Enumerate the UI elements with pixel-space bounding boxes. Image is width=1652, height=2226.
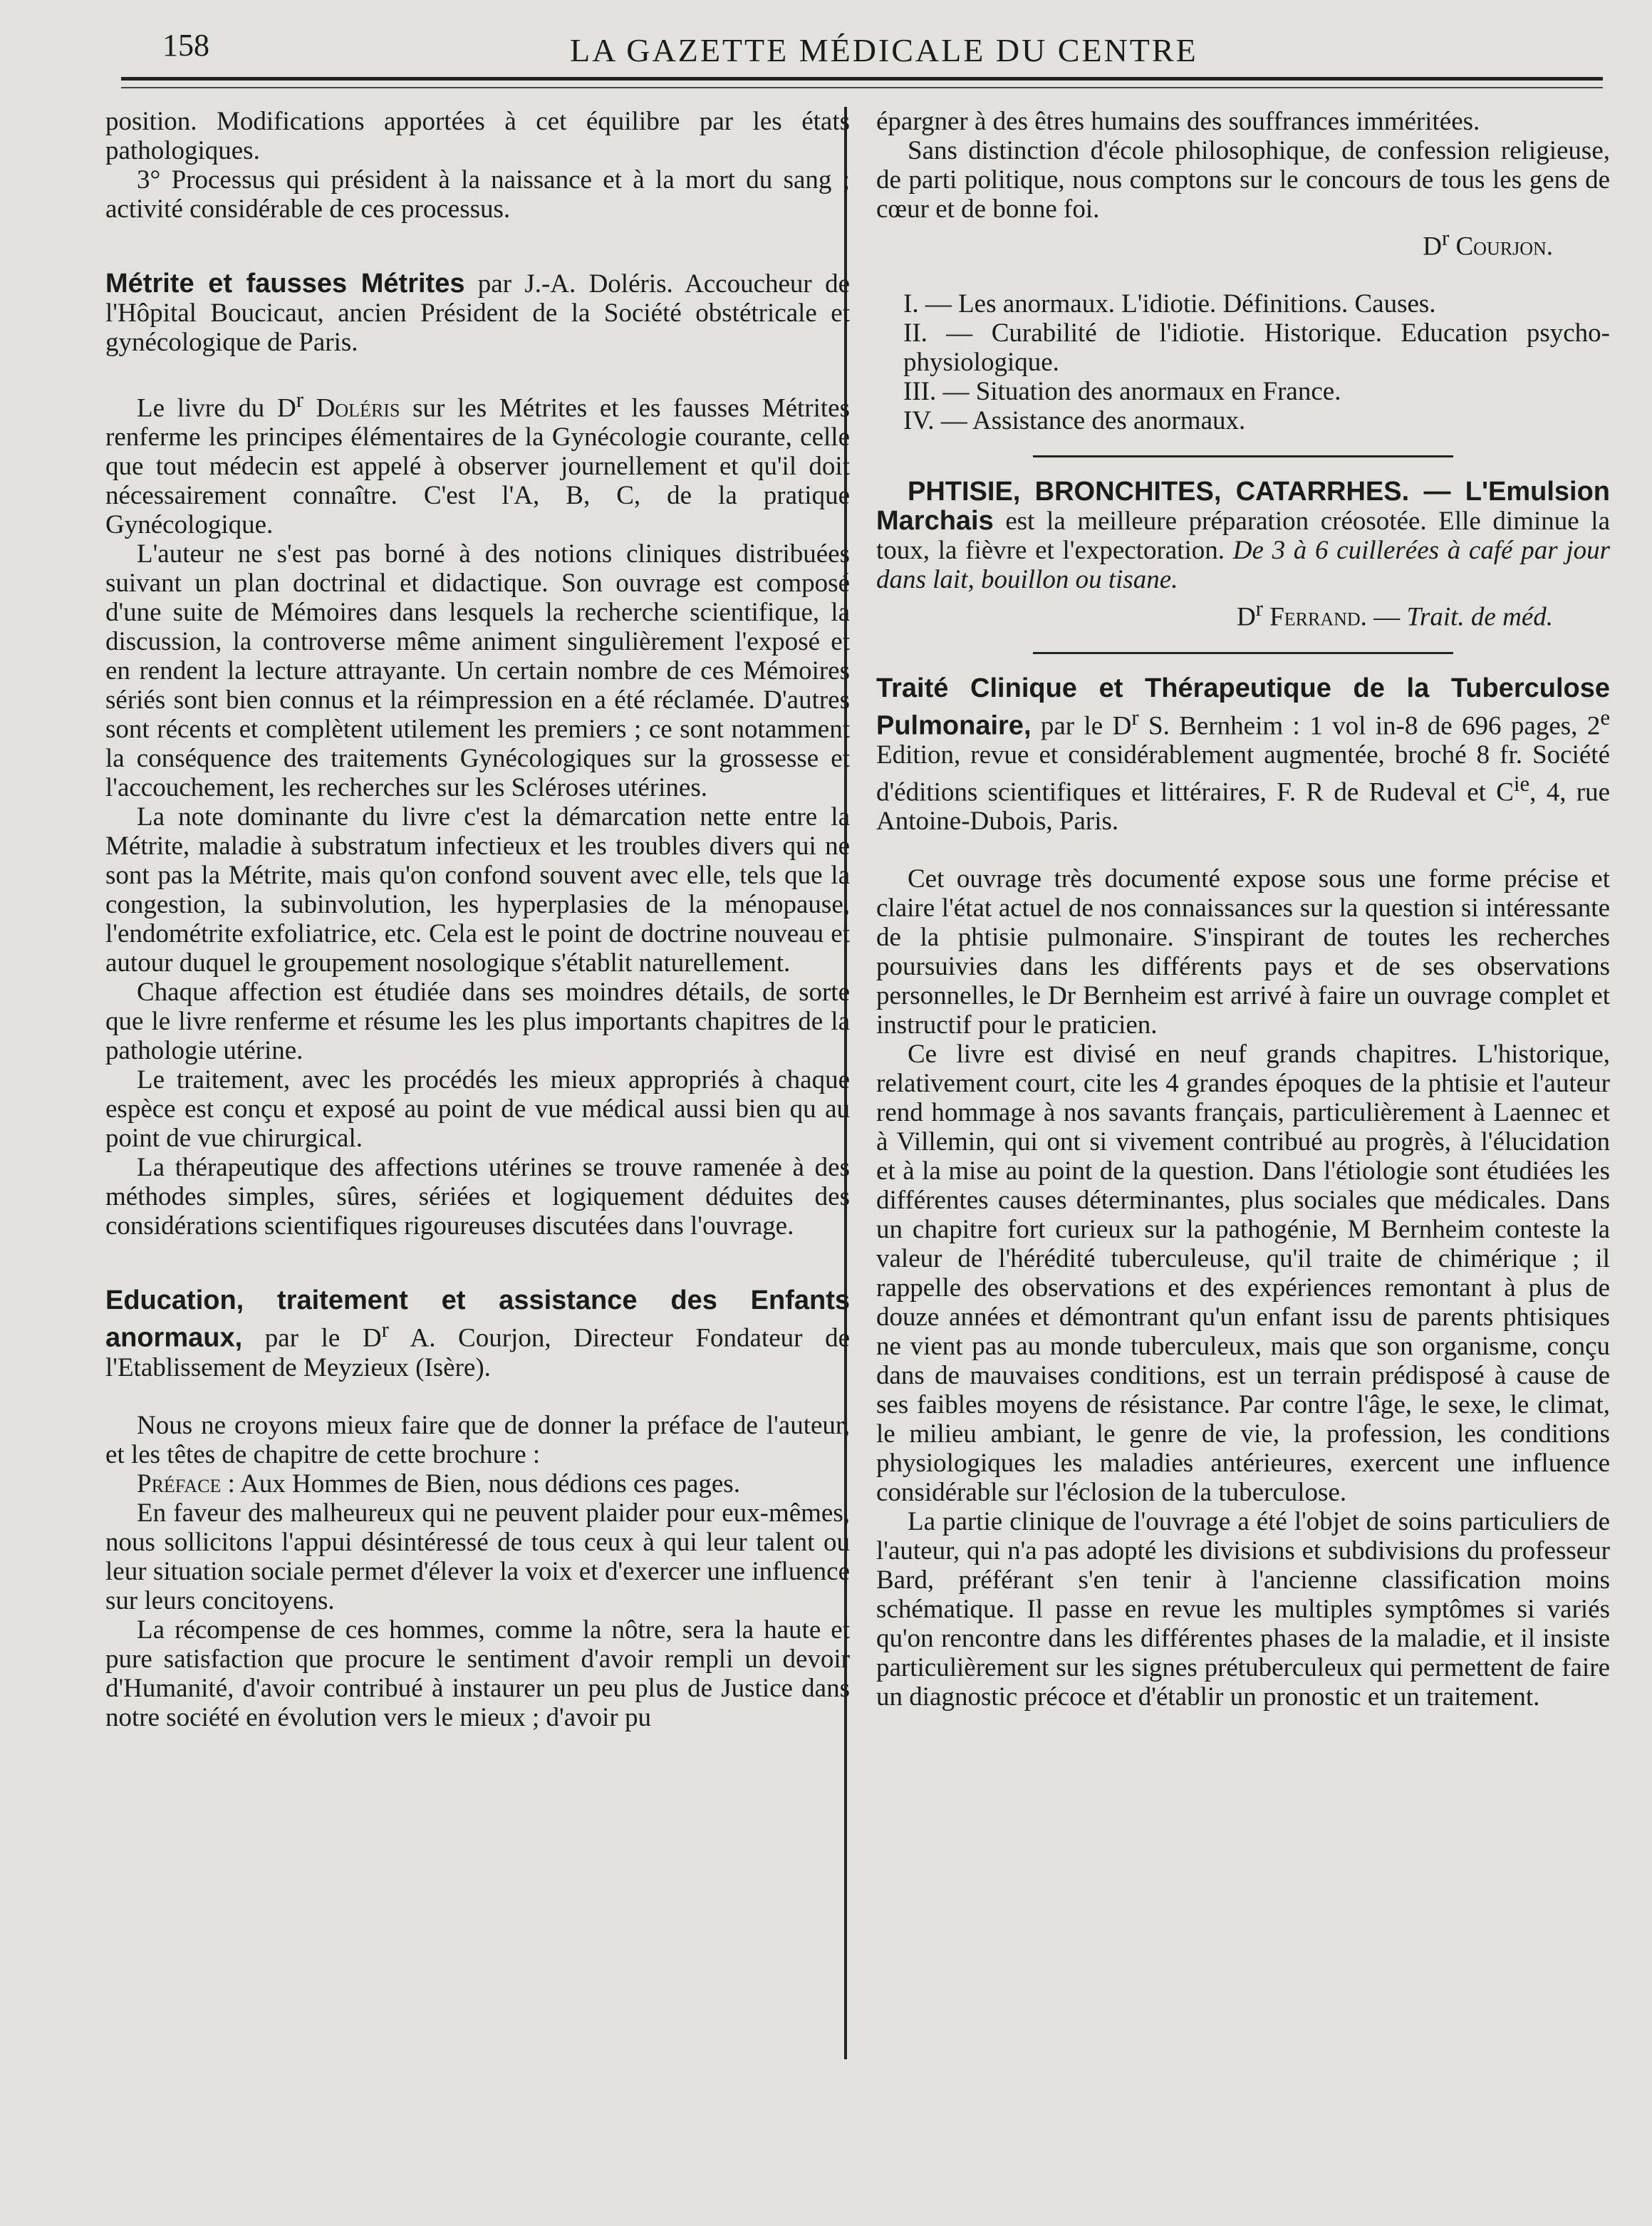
chapter-item: I. — Les anormaux. L'idiotie. Définitions. Causes. [903, 289, 1436, 319]
paragraph: Ce livre est divisé en neuf grands chapitres. L'historique, relativement court, cite les 4 grandes époques de la phtisie et l'auteur rend hommage à nos savants français, particulièrement à Laennec et à Villemin, qui ont si vivement contribué au progrès, à l'élucidation et à la mise au point de la question. Dans l'étiologie sont étudiées les différentes causes déterminantes, plus sociales que médicales. Dans un chapitre fort curieux sur la pathogénie, M Bernheim conteste la valeur de l'hérédité tuberculeuse, qu'il traite de chimérique ; il rappelle des observations et des expériences remontant à plus de douze années et démontrant qu'un enfant issu de parents phtisiques ne vient pas au monde tuberculeux, mais que son organisme, conçu dans de mauvaises conditions, est un terrain prédisposé à cause de ses faibles moyens de résistance. Par contre l'âge, le sexe, le climat, le milieu ambiant, le genre de vie, la profession, les conditions physiologiques les maladies antérieures, exercent une influence considérable sur l'éclosion de la tuberculose. [876, 1040, 1610, 1508]
paragraph: Préface : Aux Hommes de Bien, nous dédions ces pages. [137, 1469, 740, 1498]
right-column [876, 107, 1610, 1712]
article-title: Education, traitement et assistance des Enfants anormaux, [105, 1285, 850, 1353]
paragraph: L'auteur ne s'est pas borné à des notions cliniques distribuées suivant un plan doctrinal et didactique. Son ouvrage est composé d'une suite de Mémoires dans lesquels la recherche scientifique, la discussion, la controverse même animent singulièrement l'exposé et en rendent la lecture attrayante. Un certain nombre de ces Mémoires sériés sont bien connus et la réimpression en a été réclamée. D'autres sont récents et complètent utilement les premiers ; ce sont notamment la conséquence des traitements Gynécologiques sur la grossesse et l'accouchement, les recherches sur les Scléroses utérines. [105, 539, 850, 803]
paragraph: Cet ouvrage très documenté expose sous une forme précise et claire l'état actuel de nos connaissances sur la question si intéressante de la phtisie pulmonaire. S'inspirant de toutes les recherches poursuivies dans les différents pays et de ses observations personnelles, le Dr Bernheim est arrivé à faire un ouvrage complet et instructif pour le praticien. [876, 864, 1610, 1040]
chapter-list [876, 289, 1610, 435]
paragraph: Le traitement, avec les procédés les mieux appropriés à chaque espèce est conçu et exposé au point de vue médical aussi bien qu au point de vue chirurgical. [105, 1065, 850, 1154]
ad-title: PHTISIE, BRONCHITES, CATARRHES. — L'Emulsion Marchais [876, 477, 1610, 537]
paragraph: position. Modifications apportées à cet équilibre par les états pathologiques. [105, 107, 850, 165]
page-number: 158 [162, 28, 209, 63]
header-rule [121, 77, 1603, 81]
article-byline: par J.-A. Doléris. Accoucheur de l'Hôpital Boucicaut, ancien Président de la Société obstétricale et gynécologique de Paris. [105, 269, 850, 357]
paragraph: Chaque affection est étudiée dans ses moindres détails, de sorte que le livre renferme et résume les les plus importants chapitres de la pathologie utérine. [105, 978, 850, 1066]
article-heading-education: Education, traitement et assistance des Enfants anormaux, par le $D^r$ A. Courjon, Directeur Fondateur de l'Etablissement de Meyzieux (Isère). [105, 1285, 851, 1382]
paragraph: Sans distinction d'école philosophique, de confession religieuse, de parti politique, nous comptons sur le concours de tous les gens de cœur et de bonne foi. [876, 136, 1610, 224]
left-column [105, 107, 850, 1732]
page-header [114, 27, 1624, 77]
article-title: Traité Clinique et Thérapeutique de la Tuberculose Pulmonaire, [876, 673, 1610, 740]
signature: $D^r$ Courjon. [1423, 226, 1553, 262]
article-title: Métrite et fausses Métrites [105, 269, 465, 299]
paragraph: La récompense de ces hommes, comme la nôtre, sera la haute et pure satisfaction que procure le sentiment d'avoir rempli un devoir d'Humanité, d'avoir contribué à instaurer un peu plus de Justice dans notre société en évolution vers le mieux ; d'avoir pu [105, 1615, 850, 1732]
advertisement-phtisie: PHTISIE, BRONCHITES, CATARRHES. — L'Emulsion Marchais est la meilleure préparation créosotée. Elle diminue la toux, la fièvre et l'expectoration. De 3 à 6 cuillerées à café par jour dans lait, bouillon ou tisane. [876, 477, 1611, 595]
signature: $D^r$ Ferrand. — Trait. de méd. [1236, 596, 1553, 632]
chapter-item: III. — Situation des anormaux en France. [903, 377, 1341, 407]
article-heading-metrite [105, 269, 850, 357]
paragraph: Le livre du $D^r$ Doléris sur les Métrites et les fausses Métrites renferme les principes élémentaires de la Gynécologie courante, celle que tout médecin est appelé à observer journellement et qu'il doit nécessairement connaître. C'est l'A, B, C, de la pratique Gynécologique. [105, 388, 850, 540]
header-rule-thin [121, 87, 1603, 88]
chapter-item: II. — Curabilité de l'idiotie. Historique. Education psycho-physiologique. [903, 319, 1610, 378]
running-title: LA GAZETTE MÉDICALE DU CENTRE [570, 32, 1198, 68]
chapter-item: IV. — Assistance des anormaux. [903, 406, 1246, 436]
article-heading-traite: Traité Clinique et Thérapeutique de la Tuberculose Pulmonaire, par le $D^r$ S. Bernheim : 1 vol in-8 de 696 pages, 2e Edition, revue et considérablement augmentée, broché 8 fr. Société d'éditions scientifiques et littéraires, F. R de Rudeval et $C^{ie}$, 4, rue Antoine-Dubois, Paris. [876, 673, 1611, 837]
paragraph: En faveur des malheureux qui ne peuvent plaider pour eux-mêmes, nous sollicitons l'appui désintéressé de tous ceux à qui leur talent ou leur situation sociale permet d'élever la voix et d'exercer une influence sur leurs concitoyens. [105, 1498, 850, 1615]
section-rule [1033, 652, 1453, 654]
paragraph: Nous ne croyons mieux faire que de donner la préface de l'auteur, et les têtes de chapitre de cette brochure : [105, 1410, 850, 1469]
paragraph: La partie clinique de l'ouvrage a été l'objet de soins particuliers de l'auteur, qui n'a pas adopté les divisions et subdivisions du professeur Bard, préférant s'en tenir à l'ancienne classification moins schématique. Il passe en revue les multiples symptômes si variés qu'on rencontre dans les différentes phases de la maladie, et il insiste particulièrement sur les signes prétuberculeux qui permettent de faire un diagnostic précoce et d'établir un pronostic et un traitement. [876, 1507, 1610, 1712]
paragraph: épargner à des êtres humains des souffrances imméritées. [876, 107, 1480, 136]
paragraph: La note dominante du livre c'est la démarcation nette entre la Métrite, maladie à substratum infectieux et les troubles divers qui ne sont pas la Métrite, mais qu'on confond souvent avec elle, tels que la congestion, la subinvolution, les hyperplasies de la ménopause, l'endométrite exfoliatrice, etc. Cela est le point de doctrine nouveau et autour duquel le groupement nosologique s'établit naturellement. [105, 802, 850, 978]
section-rule [1033, 455, 1453, 457]
paragraph: 3° Processus qui président à la naissance et à la mort du sang ; activité considérable de ces processus. [105, 165, 850, 224]
paragraph: La thérapeutique des affections utérines se trouve ramenée à des méthodes simples, sûres, sériées et logiquement déduites des considérations scientifiques rigoureuses discutées dans l'ouvrage. [105, 1153, 850, 1241]
